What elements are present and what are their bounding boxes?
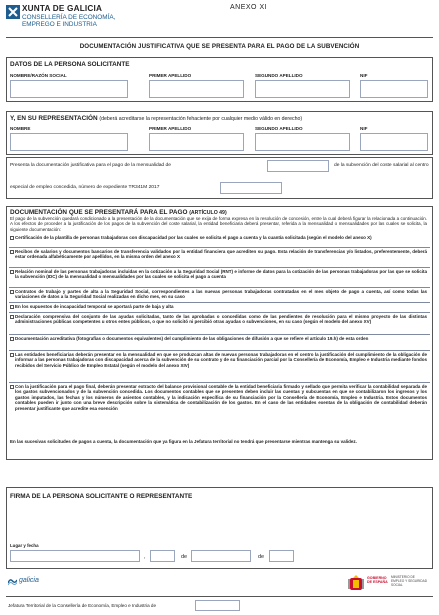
doc-checkbox-2[interactable] — [10, 250, 14, 254]
ministry-text: MINISTERIO DE EMPLEO Y SEGURIDAD SOCIAL — [391, 575, 428, 587]
applicant-name-input[interactable] — [10, 80, 128, 98]
doc-checkbox-5[interactable] — [10, 305, 14, 309]
doc-item-6: Declaración comprensiva del conjunto de las ayudas solicitadas, tanto de las aprobadas o concedidas como de las pendientes de resolución para el mismo proyecto de las distintas administraciones públicas competentes u otros entes públicos, o que no solicitó ni percibió otras ayudas o subvenciones, en su caso (según el modelo del anexo XV) — [15, 314, 427, 325]
doc-checkbox-7[interactable] — [10, 337, 14, 341]
presentation-section — [6, 157, 433, 199]
representative-section — [6, 111, 433, 155]
doc-item-8: Las entidades beneficiarias deberán presentar en la mensualidad en que se produzcan altas de nuevas personas trabajadoras en el centro la justificación del cumplimiento de la obligación de informar a las personas trabajadoras con discapacidad acerca de la subvención de su contrato y de su financiación parcial por la Consellería de Economía, Empleo e Industria mediante fondos recibidos del Servicio Público de Empleo Estatal (según el modelo del anexo XIV) — [15, 352, 427, 368]
xunta-brand: XUNTA DE GALICIA — [22, 4, 103, 13]
doc-item-9: Con la justificación para el pago final, deberán presentar extracto del balance provisional contable de la entidad beneficiaria firmado y sellado que permita verificar la contabilidad separada de los gastos subvencionados y de la subvención concedida. Los documentos contables que se presenten deben incluir las cuentas y subcuentas en que se contabilizaron los ingresos y los gastos imputados, las fechas y los números de asientos contables, y la indicación específica de su financiación por la Consellería de Economía, Empleo e Industria. Estos documentos contables pueden ir junto con una breve descripción sobre la sistemática de contabilización de los gastos. En el caso de las entidades exentas de la obligación de contabilidad deberán presentar justificante que acredite esa exención — [15, 384, 427, 411]
doc-separator — [9, 302, 430, 303]
doc-separator — [9, 312, 430, 313]
comma-separator: , — [144, 554, 146, 560]
doc-checkbox-1[interactable] — [10, 236, 14, 240]
documentation-section — [6, 206, 433, 460]
rep-surname1-label: PRIMER APELLIDO — [149, 126, 192, 131]
applicant-nif-input[interactable] — [360, 80, 428, 98]
presentation-text-line2: especial de empleo concedida, número de expediente TR341M 2017 — [10, 185, 160, 190]
xunta-emblem-icon — [6, 5, 20, 19]
doc-item-4: Contratos de trabajo y partes de alta a la Seguridad Social, correspondientes a las nuevas personas trabajadoras contratadas en el mes objeto de pago a cuenta, así como todas las variaciones de datos a la Seguridad Social realizadas en dicho mes, en su caso — [15, 289, 427, 300]
representative-note: (deberá acreditarse la representación fehaciente por cualquier medio válido en derecho) — [99, 116, 303, 122]
rep-name-label: NOMBRE — [10, 126, 31, 131]
presentation-text-before: Presenta la documentación justificativa para el pago de la mensualidad de — [10, 163, 171, 168]
doc-separator — [9, 334, 430, 335]
representative-title: Y, EN SU REPRESENTACIÓN (deberá acreditarse la representación fehaciente por cualquier medio válido en derecho) — [10, 115, 303, 122]
jefatura-input[interactable] — [195, 600, 240, 611]
rep-surname1-input[interactable] — [149, 133, 244, 151]
doc-separator — [9, 287, 430, 288]
applicant-surname2-input[interactable] — [255, 80, 350, 98]
day-input[interactable] — [150, 550, 175, 562]
docs-title: DOCUMENTACIÓN QUE SE PRESENTARÁ PARA EL PAGO (ARTÍCULO 49) — [10, 209, 227, 216]
docs-closing: En las sucesivas solicitudes de pagos a cuenta, la documentación que ya figura en la Jefatura territorial no tendrá que presentarse mientras mantenga su validez. — [10, 439, 357, 444]
spain-coat-of-arms-icon — [348, 575, 364, 592]
footer-divider — [6, 596, 433, 597]
doc-item-3: Relación nominal de las personas trabajadoras incluidas en la cotización a la Seguridad Social (RNT) e informe de datos para la cotización de las personas trabajadoras por las que se solicita la subvención (IDC) de la mensualidad o mensualidades por las cuales se solicita el pago a cuenta — [15, 269, 427, 280]
government-text: GOBIERNO DE ESPAÑA — [367, 576, 388, 585]
signature-title: FIRMA DE LA PERSONA SOLICITANTE O REPRESENTANTE — [10, 493, 193, 500]
place-input[interactable] — [10, 550, 140, 562]
docs-intro: El pago de la subvención quedará condicionado a la presentación de la documentación que se exija de forma expresa en la resolución de concesión, entre la cual deberá figurar la relacionada a continuación. A los efectos de proceder a la justificación de los pagos de la subvención del coste salarial, la entidad beneficiaria deberá presentar, referida a la mensualidad o mensualidades por las cuales se solicita, la siguiente documentación: — [10, 216, 427, 232]
signature-section — [6, 487, 433, 569]
header-divider — [6, 37, 433, 38]
doc-separator — [9, 247, 430, 248]
applicant-title: DATOS DE LA PERSONA SOLICITANTE — [10, 61, 130, 68]
month-input-signature[interactable] — [191, 550, 251, 562]
galicia-wave-icon — [8, 577, 17, 586]
rep-surname2-label: SEGUNDO APELLIDO — [255, 126, 303, 131]
department-name: CONSELLERÍA DE ECONOMÍA, EMPREGO E INDUSTRIA — [22, 14, 116, 29]
applicant-section — [6, 57, 433, 102]
docs-title-note: (ARTÍCULO 49) — [189, 210, 227, 216]
doc-item-1: Certificación de la plantilla de personas trabajadoras con discapacidad por las cuales se solicita el pago a cuenta y la cuantía solicitada (según el modelo del anexo X) — [15, 235, 372, 240]
doc-checkbox-3[interactable] — [10, 270, 14, 274]
doc-checkbox-6[interactable] — [10, 315, 14, 319]
doc-item-5: En los supuestos de incapacidad temporal se aportará parte de baja y alta — [15, 304, 174, 309]
doc-checkbox-8[interactable] — [10, 353, 14, 357]
galicia-wordmark: galicia — [19, 577, 39, 584]
place-date-label: Lugar y fecha — [10, 543, 39, 548]
applicant-nif-label: NIF — [360, 73, 368, 78]
month-input[interactable] — [267, 160, 329, 172]
applicant-surname1-input[interactable] — [149, 80, 244, 98]
rep-nif-label: NIF — [360, 126, 368, 131]
government-logo — [348, 574, 430, 594]
rep-surname2-input[interactable] — [255, 133, 350, 151]
applicant-name-label: NOMBRE/RAZÓN SOCIAL — [10, 73, 67, 78]
doc-checkbox-4[interactable] — [10, 290, 14, 294]
de-label-2: de — [258, 554, 265, 560]
doc-item-7: Documentación acreditativa (fotografías o documentos equivalentes) del cumplimiento de las obligaciones de difusión a que se refiere el artículo 19.h) de esta orden — [15, 336, 369, 341]
presentation-text-after: de la subvención del coste salarial al centro — [334, 163, 429, 168]
doc-item-2: Recibos de salarios y documentos bancarios de transferencia validados por la entidad financiera que acrediten su pago. Esta relación de transferencias y/o listados, preferentemente, deberá estar ordenada alfabéticamente por apellidos, en la misma orden del anexo X — [15, 249, 427, 260]
document-title: DOCUMENTACIÓN JUSTIFICATIVA QUE SE PRESENTA PARA EL PAGO DE LA SUBVENCIÓN — [79, 43, 360, 50]
expediente-input[interactable] — [220, 182, 282, 194]
rep-name-input[interactable] — [10, 133, 128, 151]
applicant-surname1-label: PRIMER APELLIDO — [149, 73, 192, 78]
doc-separator — [9, 382, 430, 383]
doc-separator — [9, 267, 430, 268]
applicant-surname2-label: SEGUNDO APELLIDO — [255, 73, 303, 78]
rep-nif-input[interactable] — [360, 133, 428, 151]
year-input[interactable] — [269, 550, 294, 562]
doc-checkbox-9[interactable] — [10, 385, 14, 389]
de-label-1: de — [181, 554, 188, 560]
anexo-label: ANEXO XI — [230, 4, 268, 11]
jefatura-text: Jefatura Territorial de la Consellería de Economía, Empleo e Industria de — [8, 603, 157, 608]
doc-separator — [9, 350, 430, 351]
